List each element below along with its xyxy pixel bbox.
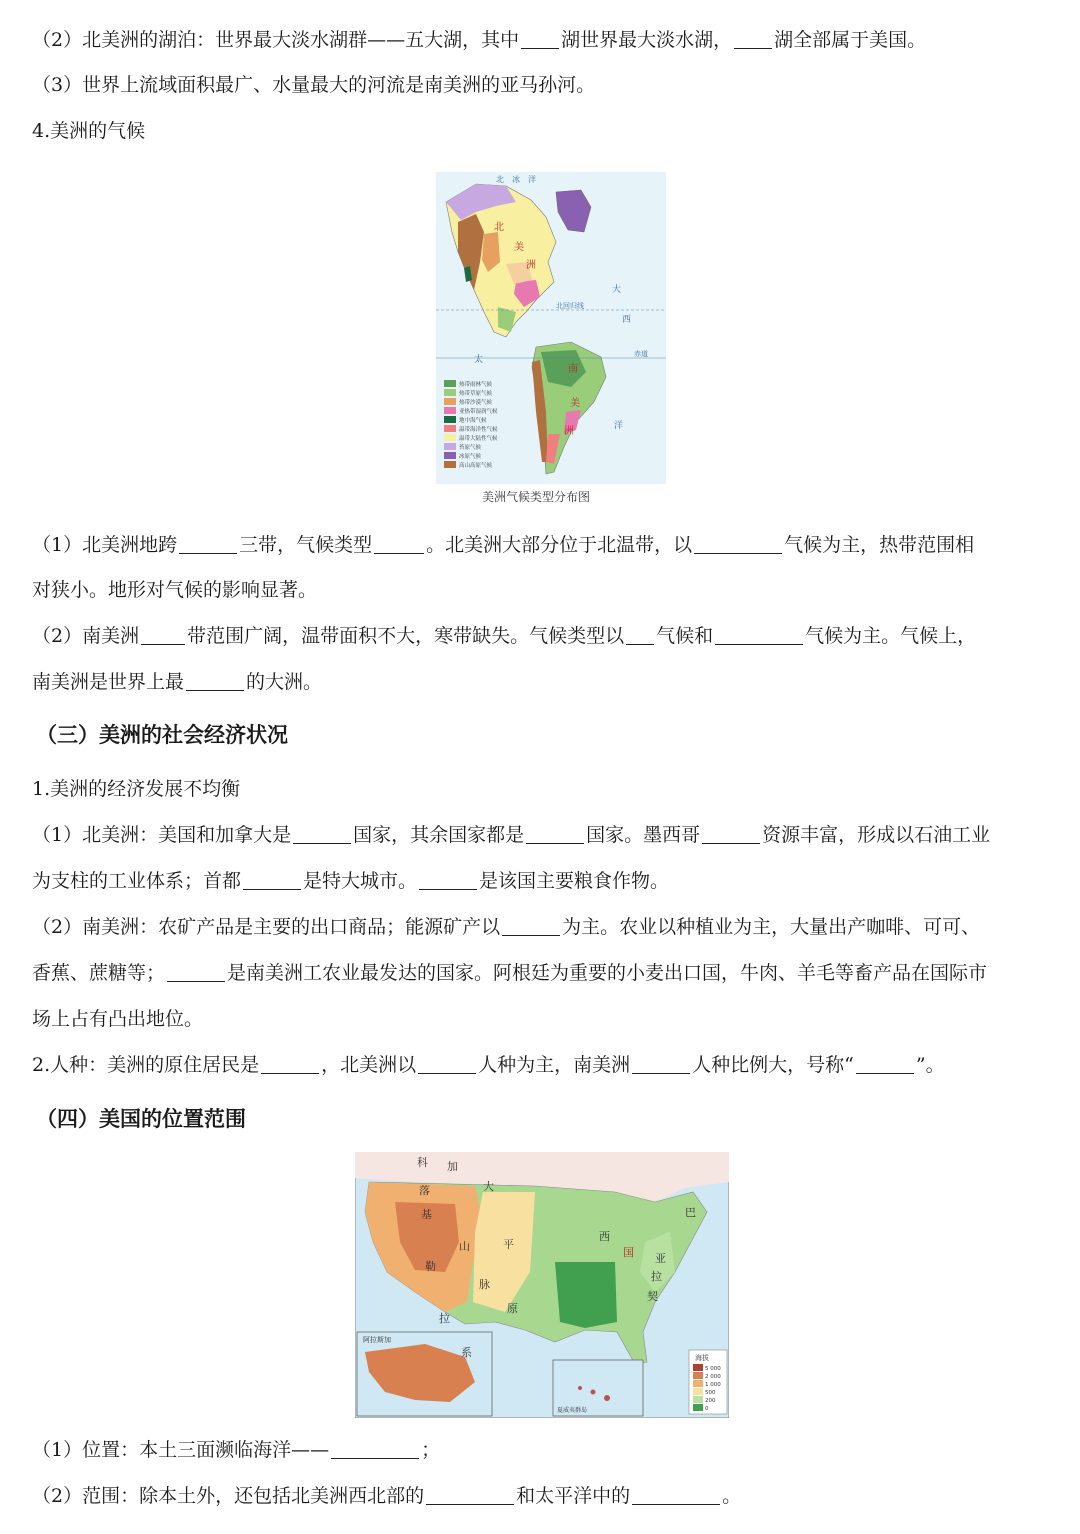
answer-blank[interactable] [261, 1055, 319, 1074]
race-question [32, 1053, 945, 1077]
legend-label: 高山高原气候 [459, 463, 493, 469]
us-label-lu: 拉 [651, 1270, 662, 1283]
map-label-atlantic-2: 西 [622, 315, 632, 325]
answer-blank[interactable] [243, 871, 301, 890]
climate-q2-line1 [32, 624, 976, 648]
q2-text-c: 气候和 [656, 625, 714, 647]
map-label-atlantic: 大 [612, 285, 622, 295]
map-label-sa-3: 洲 [564, 426, 574, 437]
legend-label: 冰原气候 [459, 454, 482, 460]
econ-text: （2）南美洲：农矿产品是主要的出口商品；能源矿产以 [32, 916, 501, 938]
answer-blank[interactable] [331, 1440, 419, 1459]
econ-text: 为支柱的工业体系；首都 [32, 870, 242, 892]
map-label-sa-1: 南 [568, 364, 578, 375]
race-text: ，北美洲以 [321, 1054, 417, 1076]
elev-swatch [693, 1372, 703, 1379]
climate-q1-line2: 对狭小。地形对气候的影响显著。 [32, 579, 318, 601]
us-label-pa: 巴 [685, 1206, 696, 1219]
answer-blank[interactable] [186, 672, 244, 691]
us-label-ping: 平 [503, 1238, 514, 1251]
answer-blank[interactable] [179, 535, 237, 554]
map-label-ocean: 洋 [614, 421, 624, 431]
legend-swatch [444, 461, 456, 468]
legend-label: 热带草原气候 [459, 391, 493, 397]
answer-blank[interactable] [167, 963, 225, 982]
economy-sa-line3: 场上占有凸出地位。 [32, 1008, 204, 1030]
race-text: 人种为主，南美洲 [478, 1054, 631, 1076]
americas-climate-map [436, 172, 666, 484]
econ-text: 香蕉、蔗糖等； [32, 962, 166, 984]
legend-swatch [444, 425, 456, 432]
answer-blank[interactable] [419, 871, 477, 890]
economy-subtitle: 1.美洲的经济发展不均衡 [32, 778, 241, 800]
economy-na-line1 [32, 823, 990, 847]
answer-blank[interactable] [141, 626, 185, 645]
us-label-luo: 落 [419, 1184, 430, 1197]
elev-label: 1 000 [705, 1382, 721, 1388]
river-statement: （3）世界上流域面积最广、水量最大的河流是南美洲的亚马孙河。 [32, 74, 596, 96]
answer-blank[interactable] [418, 1055, 476, 1074]
elev-label: 2 000 [705, 1374, 721, 1380]
us-physical-map [355, 1152, 729, 1418]
climate-q2-line2 [32, 670, 322, 694]
pos-text: （1）位置：本土三面濒临海洋—— [32, 1439, 330, 1461]
economy-sa-line1 [32, 915, 980, 939]
map-label-na-2: 美 [514, 242, 524, 253]
legend-label: 温带海洋性气候 [459, 427, 498, 433]
elev-label: 5 000 [705, 1366, 721, 1372]
legend-label: 温带大陆性气候 [459, 436, 498, 442]
q2-text-e: 南美洲是世界上最 [32, 671, 185, 693]
q1-text-a: （1）北美洲地跨 [32, 534, 178, 556]
pos-text: 。 [722, 1485, 742, 1507]
legend-swatch [444, 452, 456, 459]
us-label-le: 勒 [425, 1260, 436, 1273]
map-label-equator: 赤道 [634, 350, 648, 358]
position-question [32, 1438, 440, 1462]
inset-alaska-label: 阿拉斯加 [363, 1336, 391, 1344]
climate-subtitle: 4.美洲的气候 [32, 120, 146, 142]
pos-text: 和太平洋中的 [516, 1485, 631, 1507]
legend-label: 苔原气候 [459, 445, 482, 451]
answer-blank[interactable] [856, 1055, 914, 1074]
answer-blank[interactable] [632, 1486, 720, 1505]
us-label-da: 大 [483, 1180, 494, 1193]
legend-swatch [444, 407, 456, 414]
us-label-shan: 山 [459, 1240, 470, 1253]
americas-climate-map-figure [436, 172, 666, 484]
us-label-la: 拉 [439, 1312, 450, 1325]
q1-text-b: 三带，气候类型 [239, 534, 373, 556]
econ-text: 是该国主要粮食作物。 [479, 870, 670, 892]
econ-text: （1）北美洲：美国和加拿大是 [32, 824, 292, 846]
elev-swatch [693, 1388, 703, 1395]
econ-text: 是特大城市。 [303, 870, 418, 892]
us-label-west: 西 [599, 1230, 610, 1243]
answer-blank[interactable] [293, 825, 351, 844]
climate-map-caption: 美洲气候类型分布图 [482, 490, 591, 504]
map-label-na-1: 北 [494, 222, 504, 233]
lakes-text-1: （2）北美洲的湖泊：世界最大淡水湖群——五大湖，其中 [32, 29, 520, 51]
econ-text: 资源丰富，形成以石油工业 [762, 824, 991, 846]
us-label-ji: 基 [421, 1208, 432, 1221]
elev-swatch [693, 1404, 703, 1411]
econ-text: 是南美洲工农业最发达的国家。阿根廷为重要的小麦出口国，牛肉、羊毛等畜产品在国际市 [227, 962, 988, 984]
lakes-text-3: 湖全部属于美国。 [774, 29, 927, 51]
lakes-text-2: 湖世界最大淡水湖， [561, 29, 733, 51]
econ-text: 国家，其余国家都是 [353, 824, 525, 846]
legend-label: 亚热带湿润气候 [459, 409, 498, 415]
answer-blank[interactable] [632, 1055, 690, 1074]
elev-label: 0 [705, 1406, 709, 1412]
us-label-ke: 科 [417, 1156, 428, 1169]
pos-text: （2）范围：除本土外，还包括北美洲西北部的 [32, 1485, 425, 1507]
legend-label: 热带雨林气候 [459, 382, 493, 388]
us-label-jia: 加 [447, 1160, 458, 1173]
answer-blank[interactable] [626, 626, 654, 645]
legend-swatch [444, 398, 456, 405]
elev-label: 500 [705, 1390, 716, 1396]
us-label-mai: 脉 [479, 1278, 490, 1291]
answer-blank[interactable] [521, 30, 559, 49]
answer-blank[interactable] [374, 535, 424, 554]
elev-swatch [693, 1396, 703, 1403]
inset-hawaii-label: 夏威夷群岛 [557, 1407, 588, 1414]
legend-swatch [444, 389, 456, 396]
q2-text-f: 的大洲。 [246, 671, 323, 693]
answer-blank[interactable] [734, 30, 772, 49]
section-4-heading: （四）美国的位置范围 [36, 1107, 246, 1131]
answer-blank[interactable] [715, 626, 803, 645]
elev-legend-title: 海拔 [695, 1354, 709, 1362]
us-physical-map-figure [355, 1152, 729, 1418]
pos-text: ； [421, 1439, 441, 1461]
us-label-xi: 系 [461, 1346, 472, 1359]
us-label-guo: 国 [623, 1246, 634, 1259]
map-label-pacific: 太 [474, 355, 484, 365]
elev-swatch [693, 1364, 703, 1371]
range-question [32, 1484, 741, 1508]
climate-q1-line1 [32, 533, 974, 557]
us-label-ya: 亚 [655, 1252, 666, 1265]
q2-text-d: 气候为主。气候上， [805, 625, 977, 647]
answer-blank[interactable] [702, 825, 760, 844]
legend-label: 地中海气候 [459, 418, 487, 424]
race-text: 人种比例大，号称“ [692, 1054, 854, 1076]
race-text: ”。 [915, 1054, 945, 1076]
q1-text-d: 气候为主，热带范围相 [784, 534, 975, 556]
legend-swatch [444, 380, 456, 387]
map-label-na-3: 洲 [526, 260, 536, 271]
legend-swatch [444, 443, 456, 450]
us-label-yuan: 原 [507, 1302, 518, 1315]
lakes-question [32, 28, 926, 52]
section-3-heading: （三）美洲的社会经济状况 [36, 723, 288, 747]
answer-blank[interactable] [694, 535, 782, 554]
answer-blank[interactable] [426, 1486, 514, 1505]
elev-swatch [693, 1380, 703, 1387]
econ-text: 国家。墨西哥 [586, 824, 701, 846]
q1-text-c: 。北美洲大部分位于北温带，以 [426, 534, 693, 556]
q2-text-a: （2）南美洲 [32, 625, 140, 647]
economy-sa-line2 [32, 961, 987, 985]
map-label-sa-2: 美 [570, 398, 580, 409]
legend-swatch [444, 434, 456, 441]
us-label-qi: 契 [647, 1290, 658, 1303]
answer-blank[interactable] [526, 825, 584, 844]
race-text: 2.人种：美洲的原住居民是 [32, 1054, 260, 1076]
econ-text: 为主。农业以种植业为主，大量出产咖啡、可可、 [562, 916, 981, 938]
map-label-tropic: 北回归线 [556, 302, 584, 310]
economy-na-line2 [32, 869, 669, 893]
legend-swatch [444, 416, 456, 423]
elev-label: 200 [705, 1398, 716, 1404]
q2-text-b: 带范围广阔，温带面积不大，寒带缺失。气候类型以 [187, 625, 625, 647]
map-label-arctic: 北 冰 洋 [496, 175, 536, 184]
answer-blank[interactable] [502, 917, 560, 936]
legend-label: 热带沙漠气候 [459, 400, 493, 406]
